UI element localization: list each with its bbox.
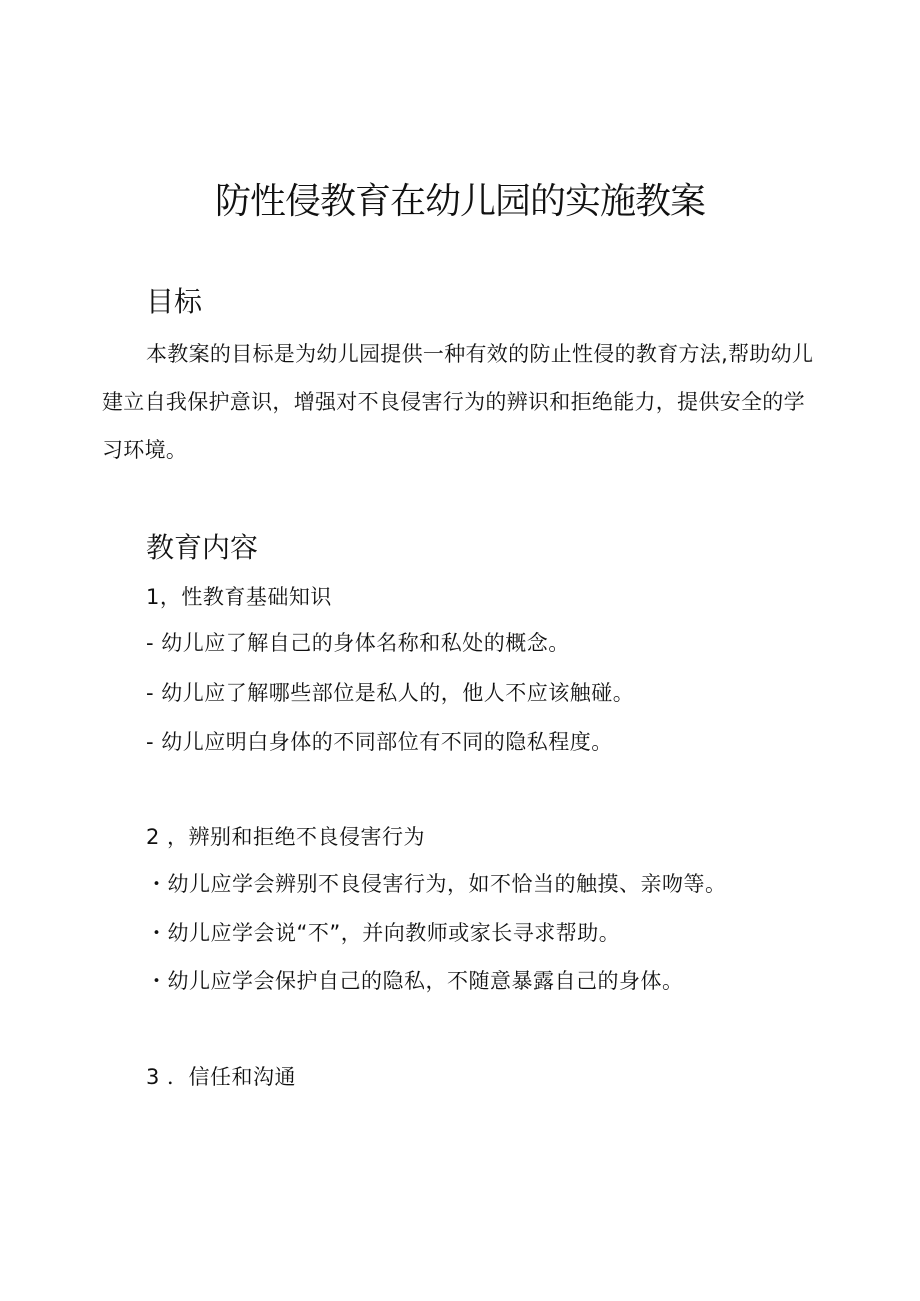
goal-paragraph: 本教案的目标是为幼儿园提供一种有效的防止性侵的教育方法,帮助幼儿建立自我保护意识，增强对不良侵害行为的辨识和拒绝能力，提供安全的学习环境。 <box>102 342 814 462</box>
item-1-point-3: - 幼儿应明白身体的不同部位有不同的隐私程度。 <box>146 730 613 754</box>
item-heading-3: 3 ．信任和沟通 <box>146 1065 297 1089</box>
item-2-point-1: ・幼儿应学会辨别不良侵害行为，如不恰当的触摸、亲吻等。 <box>146 872 727 896</box>
item-2-point-3: ・幼儿应学会保护自己的隐私，不随意暴露自己的身体。 <box>146 969 684 993</box>
item-heading-2: 2 ，辨别和拒绝不良侵害行为 <box>146 825 426 849</box>
section-heading-content: 教育内容 <box>146 531 259 564</box>
item-2-point-2: ・幼儿应学会说“不”，并向教师或家长寻求帮助。 <box>146 921 621 945</box>
section-heading-goal: 目标 <box>146 285 203 318</box>
document-title: 防性侵教育在幼儿园的实施教案 <box>214 181 705 222</box>
item-heading-1: 1，性教育基础知识 <box>146 585 332 609</box>
item-1-point-2: - 幼儿应了解哪些部位是私人的，他人不应该触碰。 <box>146 681 635 705</box>
item-1-point-1: - 幼儿应了解自己的身体名称和私处的概念。 <box>146 631 570 655</box>
